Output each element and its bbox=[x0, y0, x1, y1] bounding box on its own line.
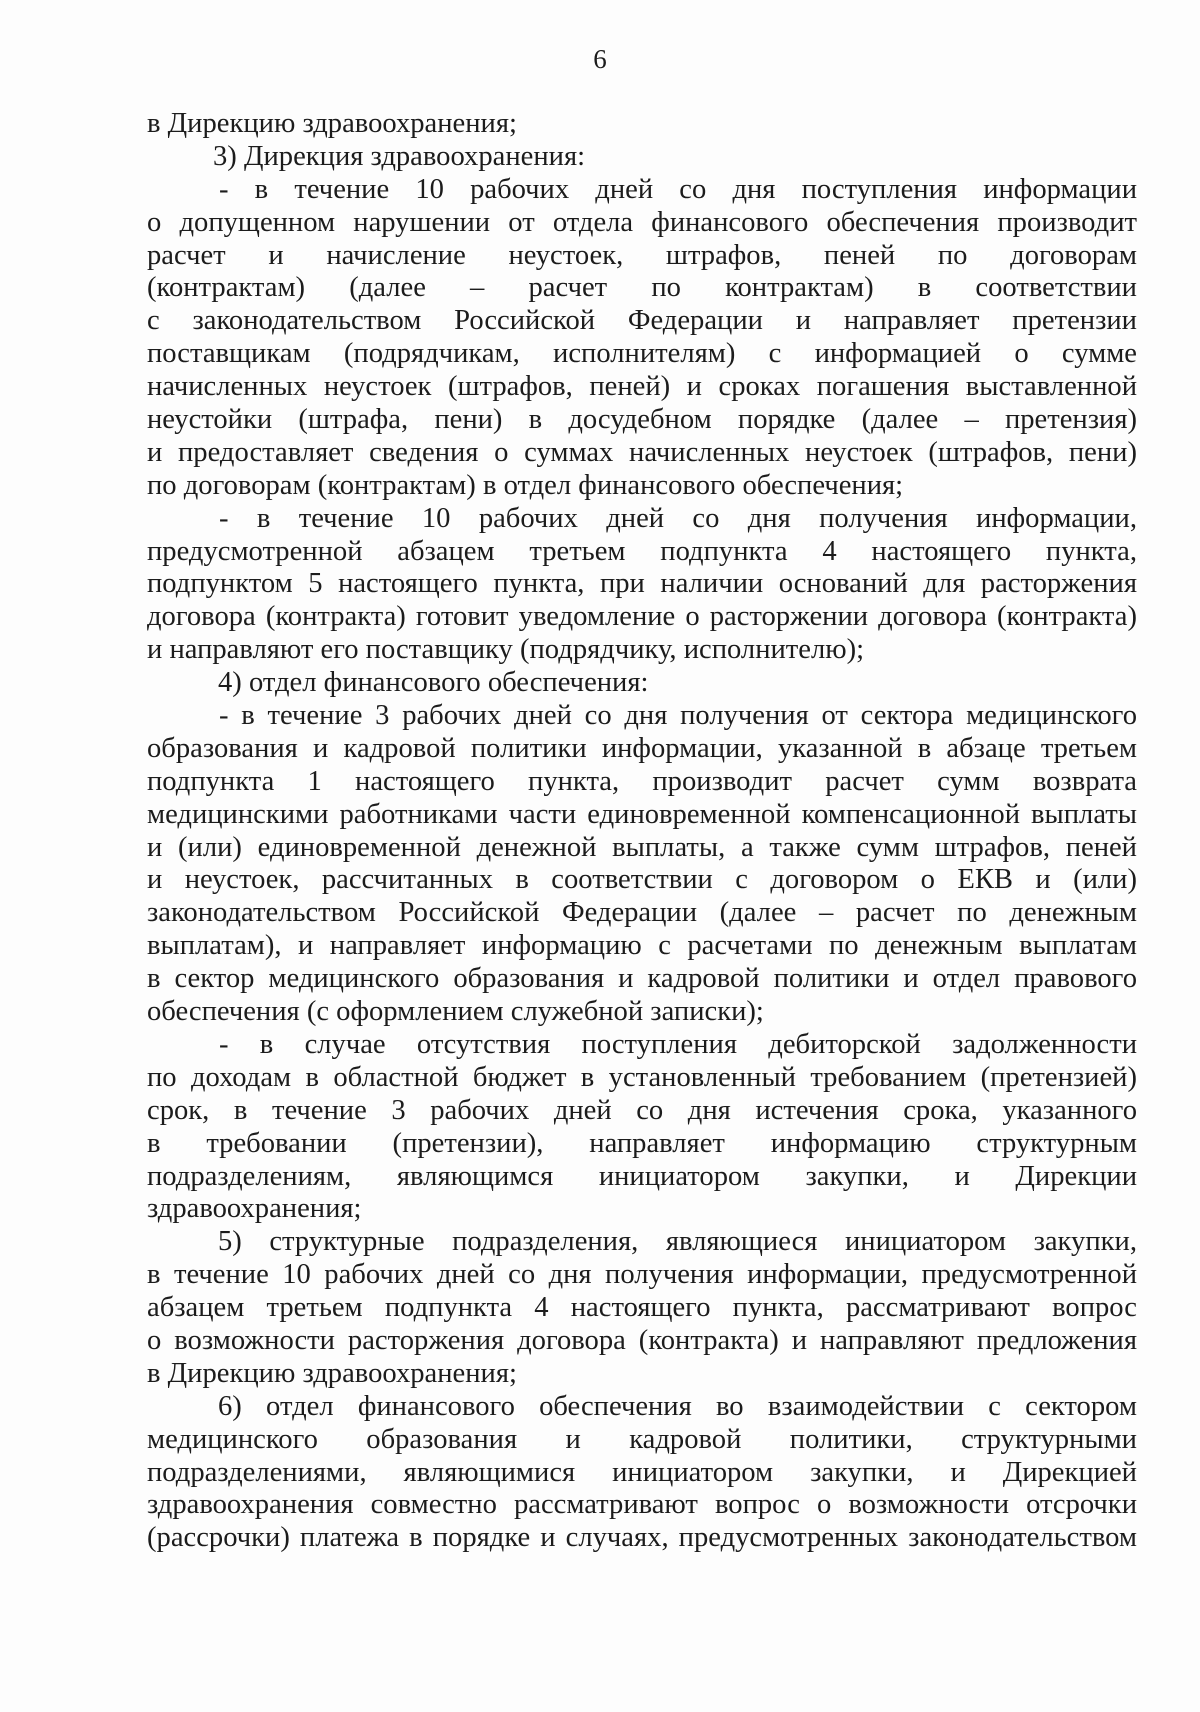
text-line: в требовании (претензии), направляет информацию структурным bbox=[147, 1127, 1137, 1159]
text-line: абзацем третьем подпункта 4 настоящего пункта, рассматривают вопрос bbox=[147, 1292, 1137, 1324]
text-line: здравоохранения совместно рассматривают вопрос о возможности отсрочки bbox=[147, 1489, 1137, 1521]
text-line: с законодательством Российской Федерации и направляет претензии bbox=[147, 305, 1137, 337]
text-line: подразделениям, являющимся инициатором закупки, и Дирекции bbox=[147, 1160, 1137, 1192]
text-line: - в течение 10 рабочих дней со дня получения информации, bbox=[219, 502, 1137, 534]
text-line: в сектор медицинского образования и кадровой политики и отдел правового bbox=[147, 963, 1137, 995]
text-line: обеспечения (с оформлением служебной записки); bbox=[147, 996, 764, 1028]
text-line: - в течение 10 рабочих дней со дня поступления информации bbox=[219, 173, 1137, 205]
text-line: и предоставляет сведения о суммах начисленных неустоек (штрафов, пени) bbox=[147, 436, 1137, 468]
text-line: - в случае отсутствия поступления дебиторской задолженности bbox=[219, 1028, 1137, 1060]
text-line: и (или) единовременной денежной выплаты, а также сумм штрафов, пеней bbox=[147, 831, 1137, 863]
text-line: предусмотренной абзацем третьем подпункта 4 настоящего пункта, bbox=[147, 535, 1137, 567]
text-line: о возможности расторжения договора (контракта) и направляют предложения bbox=[147, 1324, 1137, 1356]
list-item-heading: 4) отдел финансового обеспечения: bbox=[218, 667, 649, 699]
text-line: подпункта 1 настоящего пункта, производит расчет сумм возврата bbox=[147, 765, 1137, 797]
text-line: по договорам (контрактам) в отдел финансового обеспечения; bbox=[147, 469, 904, 501]
text-line: срок, в течение 3 рабочих дней со дня истечения срока, указанного bbox=[147, 1094, 1137, 1126]
text-line: (контрактам) (далее – расчет по контрактам) в соответствии bbox=[147, 272, 1137, 304]
text-line: подразделениями, являющимися инициатором закупки, и Дирекцией bbox=[147, 1456, 1137, 1488]
list-item-heading: 5) структурные подразделения, являющиеся инициатором закупки, bbox=[218, 1226, 1137, 1258]
text-line: в Дирекцию здравоохранения; bbox=[147, 1357, 517, 1389]
text-line: поставщикам (подрядчикам, исполнителям) с информацией о сумме bbox=[147, 338, 1137, 370]
text-line: выплатам), и направляет информацию с расчетами по денежным выплатам bbox=[147, 930, 1137, 962]
text-line: медицинского образования и кадровой политики, структурными bbox=[147, 1423, 1137, 1455]
text-line: начисленных неустоек (штрафов, пеней) и сроках погашения выставленной bbox=[147, 371, 1137, 403]
page-number: 6 bbox=[593, 44, 607, 74]
document-body bbox=[147, 108, 1137, 1555]
list-item-heading: 3) Дирекция здравоохранения: bbox=[213, 140, 586, 172]
text-line: и неустоек, рассчитанных в соответствии с договором о ЕКВ и (или) bbox=[147, 864, 1137, 896]
text-line: законодательством Российской Федерации (далее – расчет по денежным bbox=[147, 897, 1137, 929]
text-line: подпунктом 5 настоящего пункта, при наличии оснований для расторжения bbox=[147, 568, 1137, 600]
text-line: в Дирекцию здравоохранения; bbox=[147, 108, 517, 139]
text-line: здравоохранения; bbox=[147, 1193, 362, 1225]
text-line: в течение 10 рабочих дней со дня получения информации, предусмотренной bbox=[147, 1259, 1137, 1291]
text-line: неустойки (штрафа, пени) в досудебном порядке (далее – претензия) bbox=[147, 404, 1137, 436]
text-line: договора (контракта) готовит уведомление о расторжении договора (контракта) bbox=[147, 601, 1137, 633]
text-line: по доходам в областной бюджет в установленный требованием (претензией) bbox=[147, 1061, 1137, 1093]
text-line: о допущенном нарушении от отдела финансового обеспечения производит bbox=[147, 206, 1137, 238]
text-line: и направляют его поставщику (подрядчику, исполнителю); bbox=[147, 634, 865, 666]
list-item-heading: 6) отдел финансового обеспечения во взаимодействии с сектором bbox=[218, 1390, 1137, 1422]
text-line: - в течение 3 рабочих дней со дня получения от сектора медицинского bbox=[219, 700, 1137, 732]
text-line: образования и кадровой политики информации, указанной в абзаце третьем bbox=[147, 732, 1137, 764]
text-line: расчет и начисление неустоек, штрафов, пеней по договорам bbox=[147, 239, 1137, 271]
text-line: (рассрочки) платежа в порядке и случаях, предусмотренных законодательством bbox=[147, 1522, 1137, 1554]
text-line: медицинскими работниками части единовременной компенсационной выплаты bbox=[147, 798, 1137, 830]
